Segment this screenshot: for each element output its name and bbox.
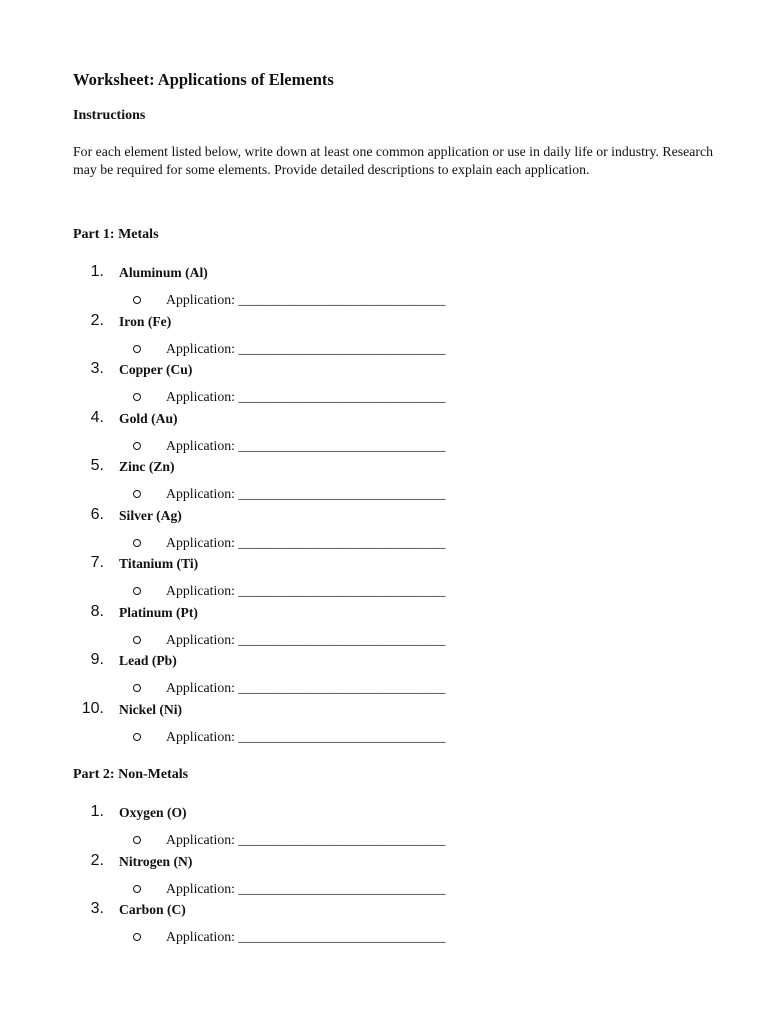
element-name: Lead (Pb): [119, 653, 177, 668]
item-number: 2.: [90, 852, 104, 869]
element-name: Carbon (C): [119, 902, 186, 917]
hollow-bullet-icon: [133, 345, 141, 353]
hollow-bullet-icon: [133, 836, 141, 844]
list-item: [0, 650, 600, 698]
item-number: 9.: [90, 651, 104, 668]
hollow-bullet-icon: [133, 587, 141, 595]
hollow-bullet-icon: [133, 539, 141, 547]
element-name: Zinc (Zn): [119, 459, 175, 474]
element-name: Iron (Fe): [119, 314, 172, 329]
hollow-bullet-icon: [133, 296, 141, 304]
list-item: [0, 408, 600, 456]
hollow-bullet-icon: [133, 393, 141, 401]
element-name: Silver (Ag): [119, 508, 182, 523]
item-number: 10.: [81, 700, 104, 717]
item-number: 4.: [90, 409, 104, 426]
list-item: [0, 802, 600, 850]
item-number: 1.: [90, 263, 104, 280]
item-number: 2.: [90, 312, 104, 329]
instructions-paragraph: For each element listed below, write down at least one common application or use in daily life or industry. Research may be required for some elements. Provide detailed descriptions to explain each application.: [73, 144, 713, 177]
list-item: [0, 359, 600, 407]
list-item: [0, 311, 600, 359]
element-name: Titanium (Ti): [119, 556, 199, 571]
application-blank[interactable]: Application: ______________________________: [166, 389, 446, 404]
list-item: [0, 899, 600, 947]
list-item: [0, 602, 600, 650]
part1-heading: Part 1: Metals: [73, 227, 159, 242]
item-number: 3.: [90, 900, 104, 917]
element-name: Oxygen (O): [119, 805, 187, 820]
application-blank[interactable]: Application: ______________________________: [166, 486, 446, 501]
list-item: [0, 505, 600, 553]
element-name: Nickel (Ni): [119, 702, 183, 717]
element-name: Gold (Au): [119, 411, 178, 426]
item-number: 7.: [90, 554, 104, 571]
list-item: [0, 851, 600, 899]
application-blank[interactable]: Application: ______________________________: [166, 438, 446, 453]
hollow-bullet-icon: [133, 490, 141, 498]
list-item: [0, 262, 600, 310]
element-name: Aluminum (Al): [119, 265, 208, 280]
list-item: [0, 553, 600, 601]
item-number: 5.: [90, 457, 104, 474]
application-blank[interactable]: Application: ______________________________: [166, 729, 446, 744]
item-number: 8.: [90, 603, 104, 620]
hollow-bullet-icon: [133, 684, 141, 692]
item-number: 3.: [90, 360, 104, 377]
hollow-bullet-icon: [133, 636, 141, 644]
application-blank[interactable]: Application: ______________________________: [166, 929, 446, 944]
application-blank[interactable]: Application: ______________________________: [166, 583, 446, 598]
list-item: [0, 699, 600, 747]
hollow-bullet-icon: [133, 733, 141, 741]
item-number: 6.: [90, 506, 104, 523]
application-blank[interactable]: Application: ______________________________: [166, 832, 446, 847]
application-blank[interactable]: Application: ______________________________: [166, 632, 446, 647]
element-name: Copper (Cu): [119, 362, 193, 377]
element-name: Nitrogen (N): [119, 854, 193, 869]
part2-heading: Part 2: Non-Metals: [73, 767, 189, 782]
item-number: 1.: [90, 803, 104, 820]
instructions-heading: Instructions: [73, 108, 146, 123]
element-name: Platinum (Pt): [119, 605, 198, 620]
application-blank[interactable]: Application: ______________________________: [166, 680, 446, 695]
hollow-bullet-icon: [133, 933, 141, 941]
list-item: [0, 456, 600, 504]
hollow-bullet-icon: [133, 885, 141, 893]
application-blank[interactable]: Application: ______________________________: [166, 881, 446, 896]
page-title: Worksheet: Applications of Elements: [73, 70, 334, 89]
hollow-bullet-icon: [133, 442, 141, 450]
application-blank[interactable]: Application: ______________________________: [166, 341, 446, 356]
application-blank[interactable]: Application: ______________________________: [166, 292, 446, 307]
application-blank[interactable]: Application: ______________________________: [166, 535, 446, 550]
